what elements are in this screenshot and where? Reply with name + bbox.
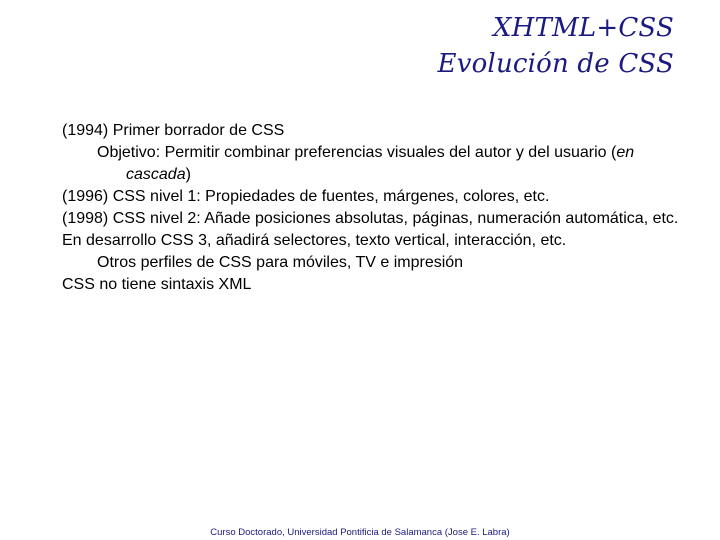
slide-footer: Curso Doctorado, Universidad Pontificia de Salamanca (Jose E. Labra)	[210, 527, 510, 538]
title-line-2: Evolución de CSS	[437, 49, 674, 79]
bullet-list	[62, 120, 682, 296]
bullet-item: En desarrollo CSS 3, añadirá selectores, texto vertical, interacción, etc.	[62, 232, 567, 249]
title-line-1: XHTML+CSS	[492, 13, 674, 43]
slide-title	[438, 10, 674, 82]
bullet-item: (1994) Primer borrador de CSS	[62, 122, 285, 139]
bullet-item: CSS no tiene sintaxis XML	[62, 276, 252, 293]
bullet-item: (1998) CSS nivel 2: Añade posiciones absolutas, páginas, numeración automática, etc.	[62, 210, 679, 227]
sub-bullet-emphasis: en cascada	[126, 144, 635, 183]
sub-bullet-item	[97, 142, 682, 186]
sub-bullet-item: Otros perfiles de CSS para móviles, TV e impresión	[97, 254, 464, 271]
sub-bullet-text-end: )	[185, 166, 191, 183]
sub-bullet-text: Objetivo: Permitir combinar preferencias visuales del autor y del usuario (	[97, 144, 617, 161]
bullet-item: (1996) CSS nivel 1: Propiedades de fuentes, márgenes, colores, etc.	[62, 188, 550, 205]
